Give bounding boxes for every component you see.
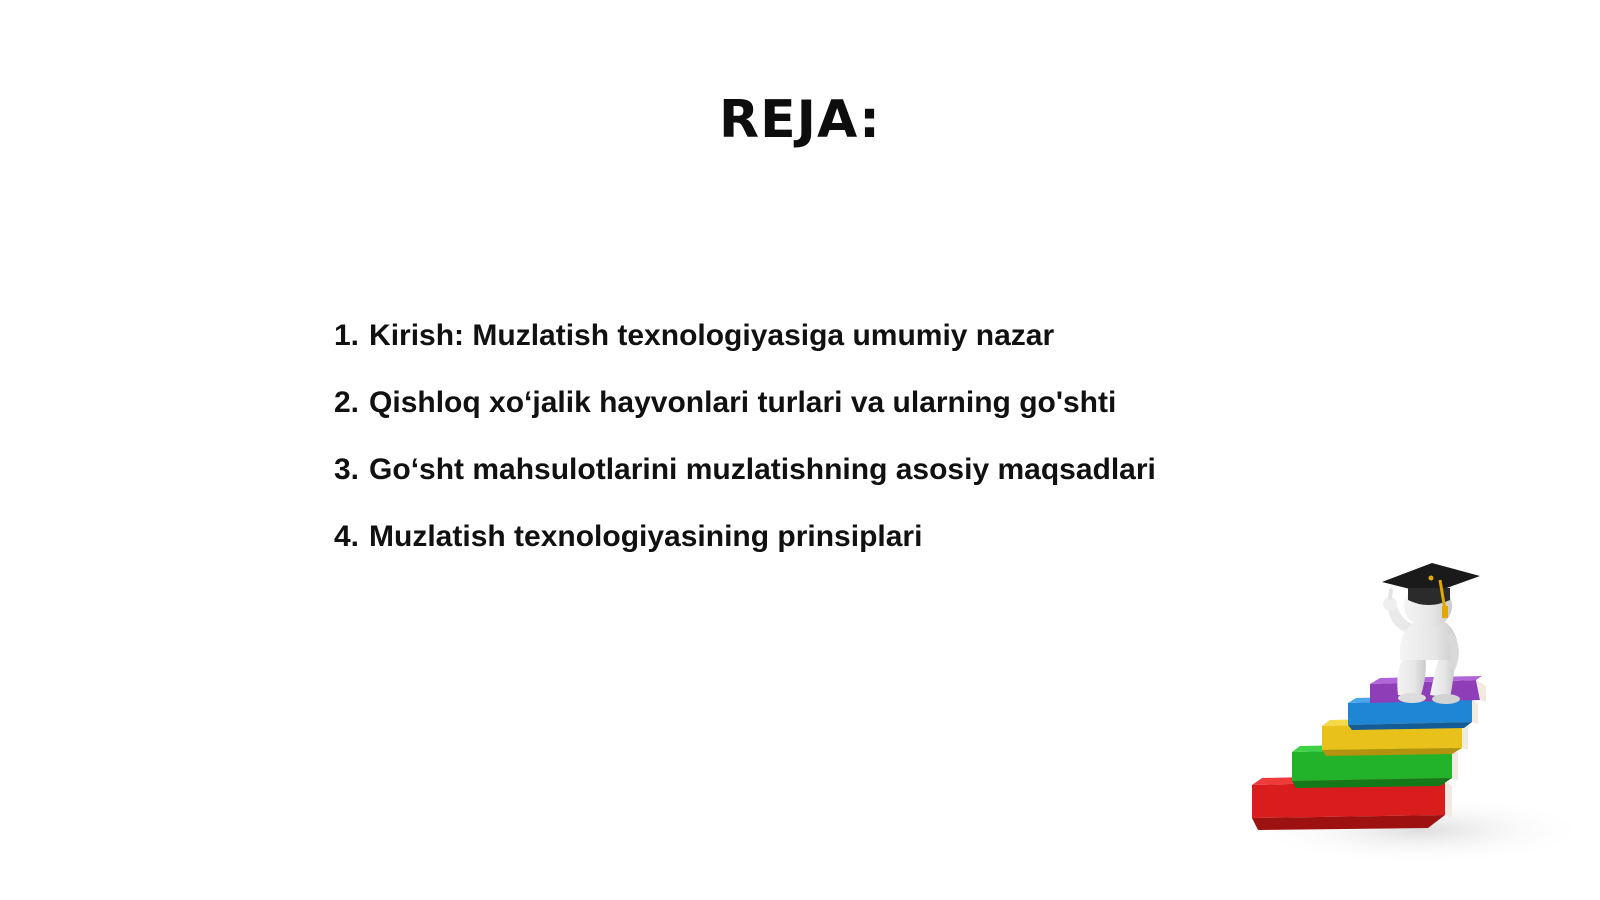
list-item bbox=[334, 450, 1156, 517]
list-item bbox=[334, 383, 1156, 450]
graduate-on-books-icon bbox=[1240, 560, 1590, 860]
list-item-text: Kirish: Muzlatish texnologiyasiga umumiy nazar bbox=[369, 319, 1055, 352]
book-purple bbox=[1370, 676, 1486, 703]
list-item-number: 4. bbox=[334, 520, 360, 553]
list-item-number: 1. bbox=[334, 319, 360, 352]
slide-title: REJA: bbox=[719, 90, 881, 150]
list-item-text: Go‘sht mahsulotlarini muzlatishning asosiy maqsadlari bbox=[369, 453, 1156, 486]
list-item-text: Qishloq xo‘jalik hayvonlari turlari va ularning go'shti bbox=[369, 386, 1117, 419]
list-item bbox=[334, 517, 1156, 584]
list-item-text: Muzlatish texnologiyasining prinsiplari bbox=[369, 520, 923, 553]
list-item-number: 2. bbox=[334, 386, 360, 419]
plan-list bbox=[334, 316, 1156, 584]
list-item bbox=[334, 316, 1156, 383]
list-item-number: 3. bbox=[334, 453, 360, 486]
